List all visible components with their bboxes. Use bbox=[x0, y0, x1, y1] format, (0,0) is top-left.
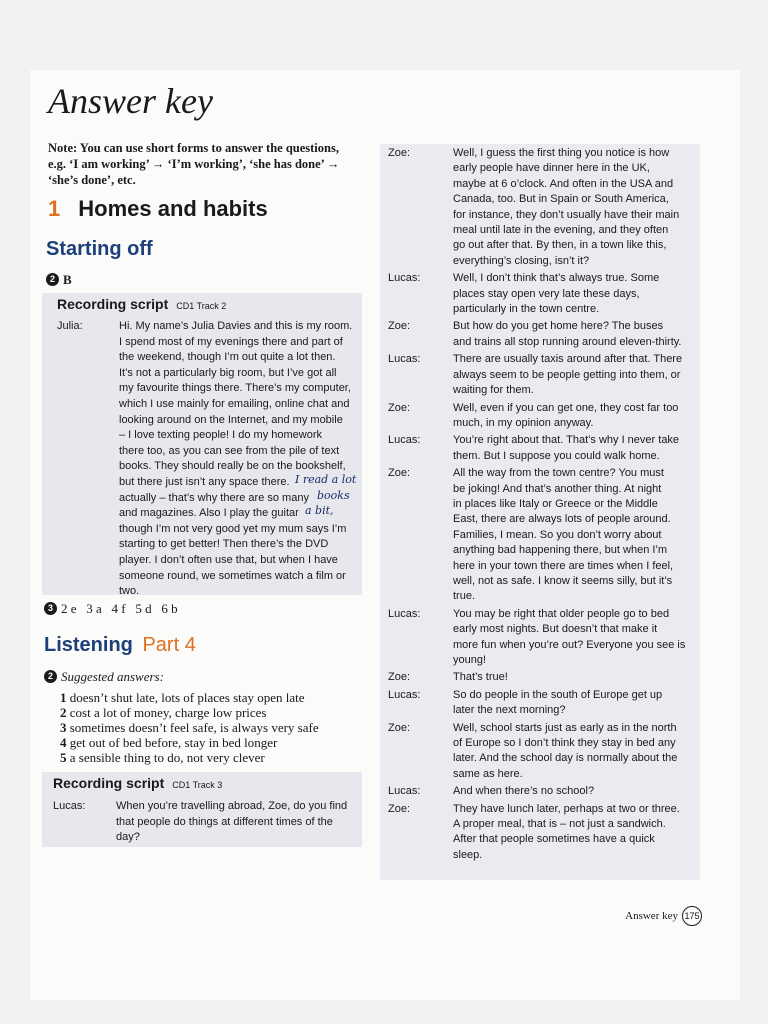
speaker-lines bbox=[453, 146, 696, 269]
transcript-line: Well, I don’t think that’s always true. Some bbox=[453, 272, 660, 285]
transcript-line: that people do things at different times of the bbox=[116, 815, 333, 828]
transcript-line: the weekend, though I’m out quite a lot then. bbox=[119, 351, 336, 364]
answer-text: get out of bed before, stay in bed longer bbox=[66, 735, 278, 750]
transcript-line: maybe at 6 o’clock. And often in the USA and bbox=[453, 177, 674, 190]
starting-off-q2 bbox=[46, 271, 72, 289]
speaker-name: Zoe: bbox=[388, 401, 411, 414]
dialogue-turn bbox=[384, 433, 696, 464]
transcript-line: East, there are always lots of people around. bbox=[453, 513, 671, 526]
transcript-line: looking around on the Internet, and my mobile bbox=[119, 413, 343, 426]
transcript-line: always seem to be people getting into them, or bbox=[453, 368, 681, 381]
transcript-line: later the next morning? bbox=[453, 704, 566, 717]
transcript-line: And when there’s no school? bbox=[453, 785, 595, 798]
starting-off-q3 bbox=[44, 600, 178, 618]
speaker-lines bbox=[453, 401, 696, 432]
answer-item bbox=[60, 750, 360, 765]
listening-title: Listening bbox=[44, 634, 133, 656]
dialogue-turn bbox=[384, 319, 696, 350]
handwritten-note-3: a bit, bbox=[305, 504, 334, 517]
transcript-line: early most nights. But doesn’t that make it bbox=[453, 623, 658, 636]
question-number-badge: 3 bbox=[44, 602, 57, 615]
speaker-name: Zoe: bbox=[388, 147, 411, 159]
transcript-line: All the way from the town centre? You must bbox=[453, 467, 664, 480]
lucas-transcript bbox=[116, 799, 360, 846]
page-title: Answer key bbox=[48, 81, 213, 121]
question-number-badge: 2 bbox=[46, 273, 59, 286]
page-number: 175 bbox=[682, 906, 702, 926]
transcript-line: places stay open very late these days, bbox=[453, 287, 640, 300]
dialogue-turn bbox=[384, 146, 696, 269]
dialogue-turn bbox=[384, 352, 696, 398]
speaker-lines bbox=[453, 784, 696, 799]
answer-text: a sensible thing to do, not very clever bbox=[66, 750, 265, 765]
speaker-name: Lucas: bbox=[388, 434, 421, 447]
transcript-line: here in your town there are times when I feel, bbox=[453, 559, 674, 572]
transcript-line: there too, as you can see from the pile of text bbox=[119, 444, 340, 457]
transcript-line: Well, even if you can get one, they cost far too bbox=[453, 401, 679, 414]
transcript-line: someone round, we sometimes watch a film or bbox=[119, 569, 346, 582]
transcript-line: anything bad happening there, but when I’m bbox=[453, 544, 668, 557]
transcript-line: There are usually taxis around after that. There bbox=[453, 353, 683, 366]
page-footer bbox=[625, 906, 702, 926]
transcript-line: young! bbox=[453, 654, 487, 666]
transcript-line: – I love texting people! I do my homework bbox=[119, 429, 322, 442]
speaker-lines bbox=[453, 802, 696, 864]
speaker-name: Lucas: bbox=[388, 785, 421, 798]
dialogue-turn bbox=[384, 784, 696, 799]
transcript-line: starting to get better! Then there’s the DVD bbox=[119, 538, 329, 551]
transcript-line: You’re right about that. That’s why I never take bbox=[453, 434, 680, 447]
transcript-line: for instance, they don’t usually have their main bbox=[453, 208, 680, 221]
dialogue-turn bbox=[384, 271, 696, 317]
speaker-name: Zoe: bbox=[388, 721, 411, 734]
transcript-line: Well, I guess the first thing you notice is how bbox=[453, 147, 670, 159]
unit-title: Homes and habits bbox=[78, 196, 268, 221]
dialogue-turn bbox=[384, 721, 696, 783]
transcript-line: waiting for them. bbox=[453, 384, 534, 397]
dialogue-turn bbox=[384, 466, 696, 605]
speaker-lines bbox=[453, 352, 696, 398]
q3-answers: 2 e 3 a 4 f 5 d 6 b bbox=[61, 601, 178, 616]
note-text: Note: You can use short forms to answer the questions, e.g. ‘I am working’ → ‘I’m working’, ‘she has done’ → ‘she’s done’, etc. bbox=[48, 141, 340, 187]
speaker-name: Zoe: bbox=[388, 802, 411, 815]
speaker-name: Lucas: bbox=[388, 353, 421, 366]
speaker-lines bbox=[453, 433, 696, 464]
recording-script-track: CD1 Track 2 bbox=[176, 301, 227, 311]
starting-off-heading: Starting off bbox=[46, 238, 153, 260]
speaker-name: Zoe: bbox=[388, 467, 411, 480]
answer-item bbox=[60, 735, 360, 750]
transcript-line: When you’re travelling abroad, Zoe, do you find bbox=[116, 800, 348, 812]
unit-heading bbox=[48, 196, 268, 222]
transcript-line: early people have dinner here in the UK, bbox=[453, 162, 650, 175]
transcript-line: They have lunch later, perhaps at two or three. bbox=[453, 802, 680, 815]
transcript-line: but there just isn’t any space there. bbox=[119, 475, 290, 488]
answer-item bbox=[60, 720, 360, 735]
listening-q2 bbox=[44, 668, 164, 686]
transcript-line: particularly in the town centre. bbox=[453, 303, 600, 316]
recording-script-label: Recording script bbox=[53, 775, 165, 791]
dialogue-transcript bbox=[384, 146, 696, 865]
transcript-line: two. bbox=[119, 585, 140, 598]
transcript-line: them. But I suppose you could walk home. bbox=[453, 449, 660, 462]
transcript-line: You may be right that older people go to bed bbox=[453, 607, 670, 620]
transcript-line: of Europe so I don’t think they stay in bed any bbox=[453, 737, 676, 750]
speaker-name: Lucas: bbox=[388, 688, 421, 701]
dialogue-turn bbox=[384, 802, 696, 864]
transcript-line: much, in my opinion anyway. bbox=[453, 416, 594, 429]
transcript-line: go out after that. By then, in a town like this, bbox=[453, 239, 667, 252]
transcript-line: though I’m not very good yet my mum says I’m bbox=[119, 522, 347, 535]
answer-item bbox=[60, 705, 360, 720]
recording-script-heading-2 bbox=[53, 775, 222, 791]
answer-number: 5 bbox=[60, 750, 67, 765]
listening-answers-list bbox=[60, 690, 360, 765]
transcript-line: Canada, too. But in Spain or South America, bbox=[453, 193, 669, 206]
transcript-line: Well, school starts just as early as in the north bbox=[453, 721, 677, 734]
transcript-line: books. They should really be on the bookshelf, bbox=[119, 460, 346, 473]
transcript-line: A proper meal, that is – not just a sandwich. bbox=[453, 818, 666, 831]
speaker-lines bbox=[453, 271, 696, 317]
julia-transcript bbox=[119, 319, 359, 600]
recording-script-heading-1 bbox=[57, 296, 226, 312]
answer-number: 1 bbox=[60, 690, 67, 705]
listening-part: Part 4 bbox=[142, 634, 196, 656]
transcript-line: in places like Italy or Greece or the Middle bbox=[453, 497, 658, 510]
question-number-badge: 2 bbox=[44, 670, 57, 683]
speaker-name: Zoe: bbox=[388, 320, 411, 333]
transcript-line: meal until late in the evening, and they often bbox=[453, 224, 669, 237]
speaker-lines bbox=[453, 607, 696, 669]
answer-item bbox=[60, 690, 360, 705]
answer-number: 4 bbox=[60, 735, 67, 750]
recording-script-label: Recording script bbox=[57, 296, 169, 312]
dialogue-turn bbox=[384, 670, 696, 685]
speaker-lines bbox=[453, 670, 696, 685]
answer-text: sometimes doesn’t feel safe, is always very safe bbox=[66, 720, 319, 735]
transcript-line: It’s not a particularly big room, but I’ve got all bbox=[119, 366, 337, 379]
transcript-line: be joking! And that’s another thing. At night bbox=[453, 482, 662, 495]
transcript-line: which I use mainly for emailing, online chat and bbox=[119, 397, 350, 410]
speaker-name: Lucas: bbox=[388, 607, 421, 620]
suggested-answers-label: Suggested answers: bbox=[61, 669, 164, 684]
transcript-line: and magazines. Also I play the guitar bbox=[119, 507, 299, 520]
answer-text: cost a lot of money, charge low prices bbox=[66, 705, 267, 720]
speaker-name: Lucas: bbox=[388, 272, 421, 285]
transcript-line: sleep. bbox=[453, 848, 483, 861]
answer-text: doesn’t shut late, lots of places stay open late bbox=[66, 690, 305, 705]
speaker-julia: Julia: bbox=[57, 320, 83, 332]
transcript-line: and trains all stop running around eleven-thirty. bbox=[453, 335, 682, 348]
unit-number: 1 bbox=[48, 196, 61, 221]
recording-script-track: CD1 Track 3 bbox=[172, 780, 223, 790]
transcript-line: Families, I mean. So you don’t worry about bbox=[453, 528, 662, 541]
transcript-line: So do people in the south of Europe get up bbox=[453, 688, 663, 701]
dialogue-turn bbox=[384, 688, 696, 719]
transcript-line: later. And the school day is normally about the bbox=[453, 752, 678, 765]
answer-number: 3 bbox=[60, 720, 67, 735]
transcript-line: actually – that’s why there are so many bbox=[119, 491, 309, 504]
speaker-lines bbox=[453, 721, 696, 783]
transcript-line: more fun when you’re out? Everyone you see is bbox=[453, 638, 686, 651]
handwritten-note-1: I read a lot bbox=[295, 473, 357, 486]
transcript-line: Hi. My name’s Julia Davies and this is my room. bbox=[119, 320, 353, 332]
dialogue-turn bbox=[384, 401, 696, 432]
dialogue-turn bbox=[384, 607, 696, 669]
transcript-line: I spend most of my evenings there and part of bbox=[119, 335, 343, 348]
footer-label: Answer key bbox=[625, 910, 678, 922]
speaker-name: Zoe: bbox=[388, 671, 411, 684]
speaker-lines bbox=[453, 466, 696, 605]
speaker-lucas: Lucas: bbox=[53, 800, 86, 812]
speaker-lines bbox=[453, 319, 696, 350]
transcript-line: That’s true! bbox=[453, 671, 508, 684]
transcript-line: player. I don’t often use that, but when I have bbox=[119, 553, 338, 566]
transcript-line: true. bbox=[453, 590, 476, 603]
transcript-line: well, not as safe. I know it seems silly, but it’s bbox=[453, 574, 673, 587]
transcript-line: same as here. bbox=[453, 767, 523, 780]
listening-heading bbox=[44, 634, 196, 657]
transcript-line: everything’s closing, isn’t it? bbox=[453, 254, 590, 267]
answer-number: 2 bbox=[60, 705, 67, 720]
speaker-lines bbox=[453, 688, 696, 719]
transcript-line: day? bbox=[116, 831, 140, 844]
transcript-line: After that people sometimes have a quick bbox=[453, 833, 655, 846]
answer-letter: B bbox=[63, 272, 72, 287]
transcript-line: But how do you get home here? The buses bbox=[453, 320, 664, 333]
handwritten-note-2: books bbox=[317, 489, 350, 502]
transcript-line: my favourite things there. There’s my computer, bbox=[119, 382, 351, 395]
